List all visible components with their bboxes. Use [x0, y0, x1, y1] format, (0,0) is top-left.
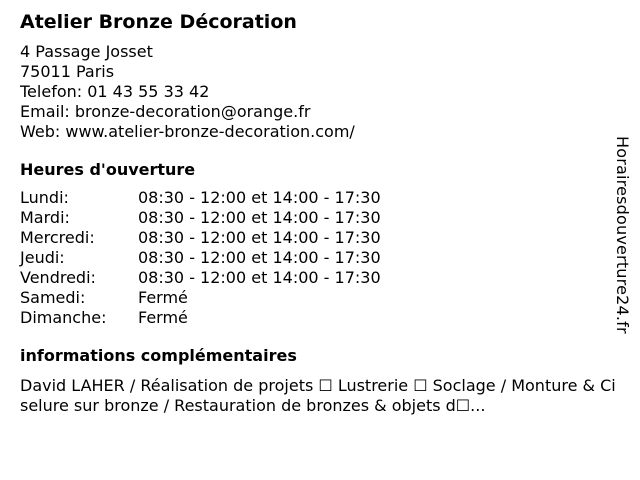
info-text: David LAHER / Réalisation de projets ☐ Lustrerie ☐ Soclage / Monture & Ciselure sur bronze / Restauration de bronzes & objets d☐... — [20, 376, 616, 415]
day-hours: 08:30 - 12:00 et 14:00 - 17:30 — [138, 228, 381, 247]
hours-row-jeudi — [20, 248, 620, 268]
day-hours: 08:30 - 12:00 et 14:00 - 17:30 — [138, 268, 381, 287]
day-label: Dimanche: — [20, 308, 107, 327]
hours-row-mardi — [20, 208, 620, 228]
day-hours: 08:30 - 12:00 et 14:00 - 17:30 — [138, 188, 381, 207]
address-city: 75011 Paris — [20, 62, 115, 81]
day-label: Mercredi: — [20, 228, 95, 247]
info-heading: informations complémentaires — [20, 346, 297, 365]
phone-line: Telefon: 01 43 55 33 42 — [20, 82, 210, 101]
email-line: Email: bronze-decoration@orange.fr — [20, 102, 311, 121]
hours-heading: Heures d'ouverture — [20, 160, 196, 179]
day-label: Vendredi: — [20, 268, 96, 287]
day-label: Lundi: — [20, 188, 69, 207]
web-line: Web: www.atelier-bronze-decoration.com/ — [20, 122, 355, 141]
business-name: Atelier Bronze Décoration — [20, 11, 297, 33]
day-label: Mardi: — [20, 208, 70, 227]
day-label: Samedi: — [20, 288, 86, 307]
hours-table — [20, 188, 620, 328]
hours-row-lundi — [20, 188, 620, 208]
watermark-text: Horairesdouverture24.fr — [613, 136, 632, 334]
hours-row-mercredi — [20, 228, 620, 248]
hours-row-samedi — [20, 288, 620, 308]
address-street: 4 Passage Josset — [20, 42, 153, 61]
day-hours: Fermé — [138, 288, 188, 307]
business-card — [20, 10, 620, 416]
day-label: Jeudi: — [20, 248, 65, 267]
hours-row-vendredi — [20, 268, 620, 288]
hours-row-dimanche — [20, 308, 620, 328]
day-hours: Fermé — [138, 308, 188, 327]
day-hours: 08:30 - 12:00 et 14:00 - 17:30 — [138, 248, 381, 267]
day-hours: 08:30 - 12:00 et 14:00 - 17:30 — [138, 208, 381, 227]
